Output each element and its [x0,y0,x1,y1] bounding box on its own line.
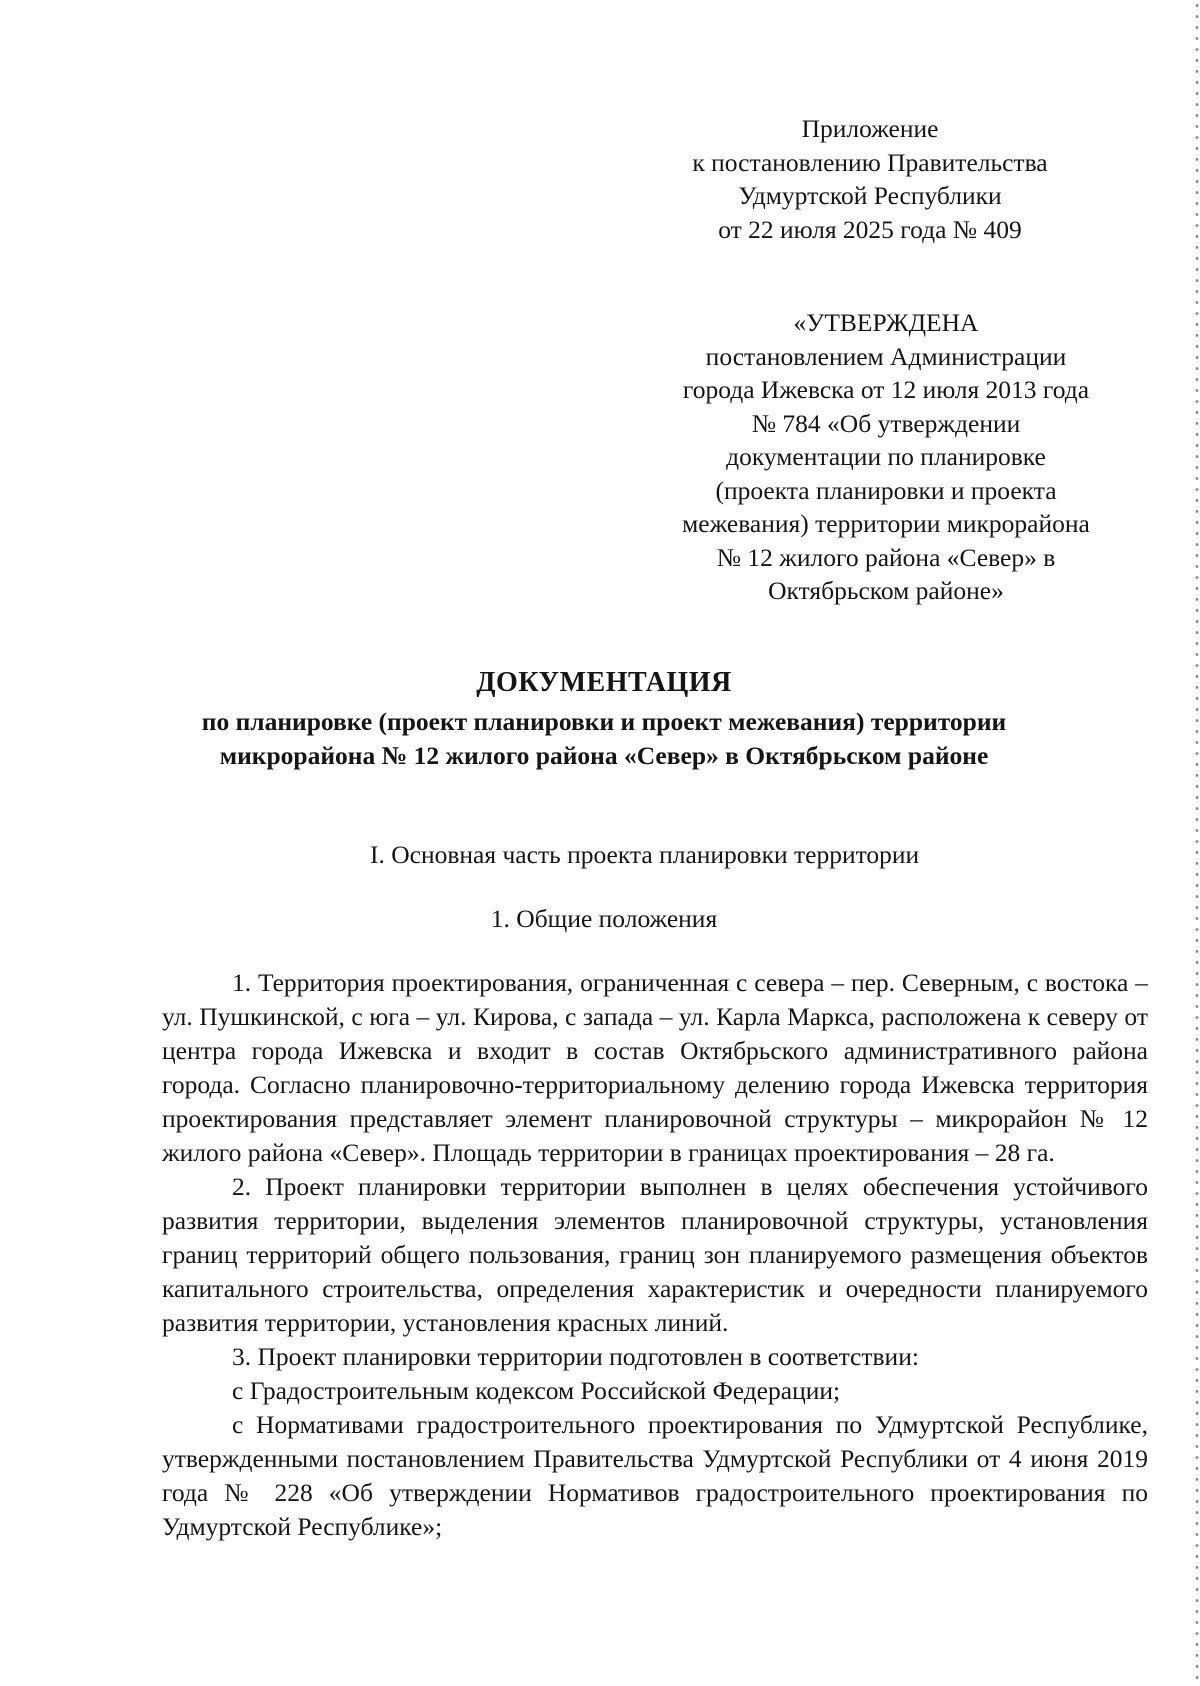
document-subtitle-line: микрорайона № 12 жилого района «Север» в Октябрьском районе [219,741,989,770]
approval-line: № 12 жилого района «Север» в [716,542,1056,572]
document-title: ДОКУМЕНТАЦИЯ [476,667,732,698]
approval-line: Октябрьском районе» [768,576,1004,605]
approval-line: постановлением Администрации [705,341,1067,371]
approval-line: № 784 «Об утверждении [751,408,1021,438]
body-text [162,966,1148,1544]
scan-edge-perforation [1194,0,1200,1686]
document-subtitle-line: по планировке (проект планировки и проект межевания) территории [201,707,1007,736]
approval-line: города Ижевска от 12 июля 2013 года [682,375,1090,404]
subsection-heading: 1. Общие положения [490,904,718,933]
approval-line: «УТВЕРЖДЕНА [793,308,979,337]
appendix-line: к постановлению Правительства [692,147,1048,177]
appendix-line: Приложение [801,114,939,143]
paragraph: 1. Территория проектирования, ограниченная с севера – пер. Северным, с востока – ул. Пушкинской, с юга – ул. Кирова, с запада – ул. Карла Маркса, расположена к северу от центра города Ижевска и входит в состав Октябрьского административного района города. Согласно планировочно-территориальному делению города Ижевска территория проектирования представляет элемент планировочной структуры – микрорайон № 12 жилого района «Север». Площадь территории в границах проектирования – 28 га. [162,968,1148,1167]
approval-line: межевания) территории микрорайона [682,509,1090,538]
paragraph: 3. Проект планировки территории подготовлен в соответствии: [232,1342,919,1371]
approval-block [648,306,1124,608]
paragraph: с Нормативами градостроительного проектирования по Удмуртской Республике, утвержденными постановлением Правительства Удмуртской Республики от 4 июня 2019 года № 228 «Об утверждении Нормативов градостроительного проектирования по Удмуртской Республике»; [162,1410,1148,1541]
paragraph: 2. Проект планировки территории выполнен в целях обеспечения устойчивого развития территории, выделения элементов планировочной структуры, установления границ территорий общего пользования, границ зон планируемого размещения объектов капитального строительства, определения характеристик и очередности планируемого развития территории, установления красных линий. [162,1172,1148,1337]
section-heading: I. Основная часть проекта планировки территории [370,840,920,869]
appendix-block [660,112,1080,246]
approval-line: (проекта планировки и проекта [715,475,1057,505]
appendix-line: от 22 июля 2025 года № 409 [718,214,1022,244]
paragraph: с Градостроительным кодексом Российской Федерации; [232,1376,841,1405]
document-subtitle [96,705,1112,773]
appendix-line: Удмуртской Республики [738,181,1002,210]
approval-line: документации по планировке [726,442,1046,471]
